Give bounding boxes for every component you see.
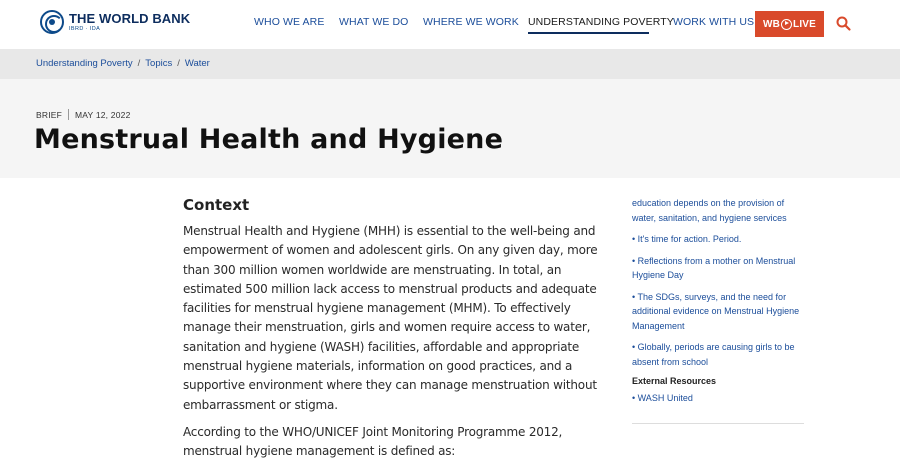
nav-what-we-do[interactable]: WHAT WE DO xyxy=(339,16,409,28)
breadcrumb-separator: / xyxy=(177,58,180,69)
external-resources-heading: External Resources xyxy=(632,376,717,386)
context-paragraph: Menstrual Health and Hygiene (MHH) is essential to the well-being and empowerment of women and adolescent girls. On any given day, more than 300 million women worldwide are menstruating. In total, an estimated 500 million lack access to menstrual products and adequate facilities for menstrual hygiene management (MHM). To effectively manage their menstruation, girls and women require access to water, sanitation and hygiene (WASH) facilities, affordable and appropriate menstrual hygiene materials, information on good practices, and a supportive environment where they can manage menstruation without embarrassment or stigma. xyxy=(183,224,598,412)
page-title: Menstrual Health and Hygiene xyxy=(34,124,504,155)
sidebar-link-periods-absent[interactable]: • Globally, periods are causing girls to be absent from school xyxy=(632,342,795,367)
world-bank-logo[interactable] xyxy=(40,10,190,34)
related-sidebar xyxy=(632,196,804,406)
breadcrumb-separator: / xyxy=(137,58,141,69)
section-heading-context: Context xyxy=(183,196,250,214)
breadcrumb-bar xyxy=(0,49,900,79)
sidebar-link-time-for-action[interactable]: • It's time for action. Period. xyxy=(632,234,742,244)
nav-work-with-us[interactable]: WORK WITH US xyxy=(673,16,755,28)
brand-sub: IBRD · IDA xyxy=(69,25,101,32)
sidebar-link-wash-united[interactable]: • WASH United xyxy=(632,393,693,403)
live-suffix: LIVE xyxy=(793,18,817,30)
breadcrumb-water[interactable]: Water xyxy=(184,58,210,69)
nav-understanding-poverty[interactable]: UNDERSTANDING POVERTY xyxy=(528,16,674,28)
play-icon xyxy=(781,19,792,30)
title-band xyxy=(0,79,900,178)
site-header xyxy=(0,0,900,48)
logo-text xyxy=(69,12,190,33)
article-meta xyxy=(36,109,131,120)
article-type: BRIEF xyxy=(36,110,63,120)
article-body xyxy=(183,196,608,462)
sidebar-divider xyxy=(632,423,804,424)
meta-divider xyxy=(68,109,69,120)
breadcrumb-topics[interactable]: Topics xyxy=(145,58,173,69)
nav-where-we-work[interactable]: WHERE WE WORK xyxy=(423,16,519,28)
sidebar-link-education-wash[interactable]: education depends on the provision of water, sanitation, and hygiene services xyxy=(632,198,787,223)
breadcrumb xyxy=(36,58,210,69)
wb-live-button[interactable] xyxy=(755,11,824,37)
article-date: MAY 12, 2022 xyxy=(75,110,131,120)
search-icon[interactable] xyxy=(836,16,851,31)
breadcrumb-understanding-poverty[interactable]: Understanding Poverty xyxy=(36,58,133,69)
live-prefix: WB xyxy=(762,18,781,30)
nav-who-we-are[interactable]: WHO WE ARE xyxy=(254,16,325,28)
sidebar-link-sdgs-surveys[interactable]: • The SDGs, surveys, and the need for additional evidence on Menstrual Hygiene Management xyxy=(632,291,800,331)
definition-paragraph: According to the WHO/UNICEF Joint Monitoring Programme 2012, menstrual hygiene management is defined as: xyxy=(183,424,563,459)
sidebar-link-reflections-mother[interactable]: • Reflections from a mother on Menstrual Hygiene Day xyxy=(632,255,796,280)
brand-name: THE WORLD BANK xyxy=(69,10,191,26)
active-nav-underline xyxy=(528,32,649,34)
world-bank-globe-icon xyxy=(40,10,64,34)
